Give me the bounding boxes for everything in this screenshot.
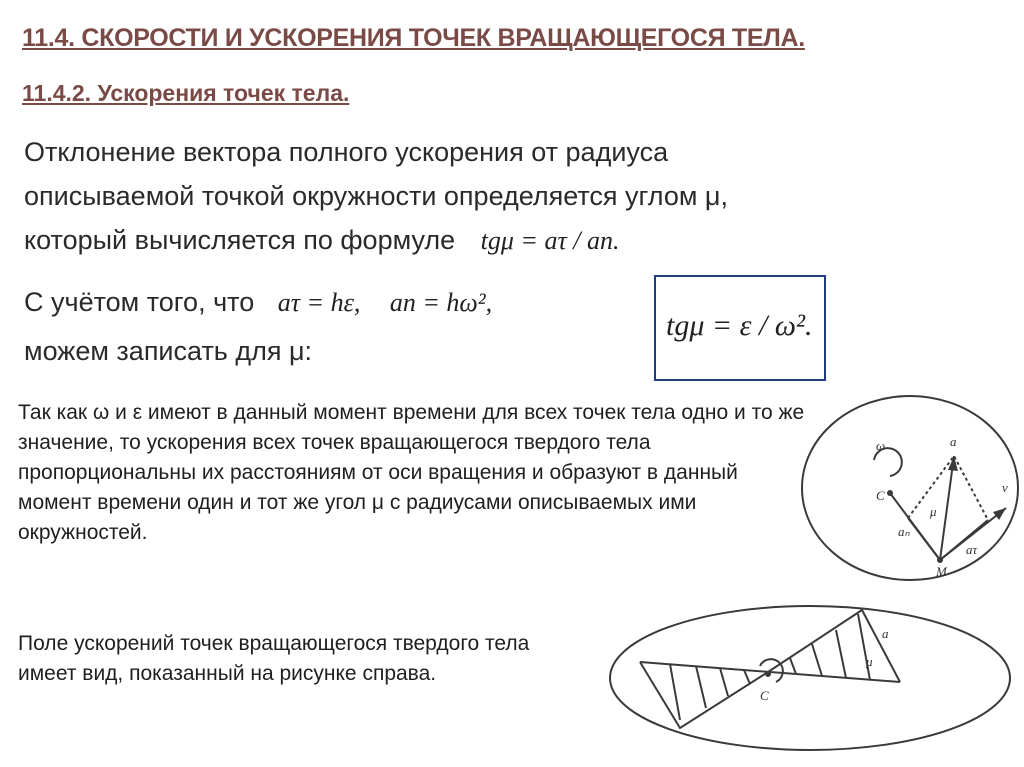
a-tangent-label: aτ	[966, 542, 978, 557]
disc-outline	[802, 396, 1018, 580]
section-title: 11.4. СКОРОСТИ И УСКОРЕНИЯ ТОЧЕК ВРАЩАЮЩЕГОСЯ ТЕЛА.	[22, 24, 805, 52]
vector-left-2	[696, 666, 706, 708]
angle-label: μ	[930, 504, 937, 519]
vector-right-2	[812, 644, 822, 676]
derivation-line-1	[24, 278, 492, 327]
formula-tangential: aτ = hε,	[277, 288, 361, 317]
derivation-line-2: можем записать для μ:	[24, 336, 313, 366]
intro-paragraph	[24, 130, 728, 263]
explanation-paragraph: Так как ω и ε имеют в данный момент времени для всех точек тела одно и то же значение, то ускорения всех точек вращающегося твердого тела пропорциональны их расстояниям от оси вращения и образуют в данный момент времени один и тот же угол μ с радиусами описываемых ими окружностей.	[18, 401, 805, 544]
formula-normal: an = hω²,	[389, 288, 493, 317]
envelope-left	[640, 662, 768, 728]
a-total-label-field: a	[882, 626, 889, 641]
derivation-paragraph	[24, 278, 492, 375]
angle-label-field: μ	[866, 654, 873, 669]
body-outline	[610, 606, 1010, 750]
boxed-formula	[654, 275, 826, 381]
derivation-line-1-text: С учётом того, что	[24, 287, 255, 317]
boxed-formula-text: tgμ = ε / ω².	[666, 309, 813, 342]
intro-line-3-text: который вычисляется по формуле	[24, 225, 456, 255]
vector-right-3	[836, 630, 846, 678]
intro-line-2: описываемой точкой окружности определяется углом μ,	[24, 181, 728, 211]
rotation-diagram	[790, 388, 1020, 588]
center-point-field	[765, 671, 771, 677]
vector-left-1	[670, 664, 680, 720]
center-label-field: C	[760, 688, 769, 703]
vector-right-1	[790, 658, 796, 674]
parallelogram-side	[908, 456, 988, 520]
intro-line-1: Отклонение вектора полного ускорения от радиуса	[24, 137, 669, 167]
velocity-arrowhead	[993, 508, 1006, 520]
velocity-label: v	[1002, 480, 1008, 495]
center-point	[887, 490, 893, 496]
intro-line-3	[24, 218, 728, 263]
a-normal-arrow	[908, 518, 940, 560]
a-total-label: a	[950, 434, 957, 449]
field-paragraph: Поле ускорений точек вращающегося твердого тела имеет вид, показанный на рисунке справа.	[18, 632, 530, 685]
vector-left-4	[744, 670, 750, 684]
point-m-label: M	[936, 564, 947, 579]
a-normal-label: aₙ	[898, 524, 910, 539]
vector-left-3	[720, 668, 728, 696]
point-m	[937, 557, 943, 563]
a-total-arrow	[940, 456, 954, 560]
acceleration-field-diagram	[600, 590, 1020, 760]
formula-main: tgμ = aτ / an.	[480, 226, 620, 255]
vector-right-4	[858, 614, 870, 680]
omega-label: ω	[876, 438, 886, 453]
subsection-title: 11.4.2. Ускорения точек тела.	[22, 80, 350, 106]
center-label: C	[876, 488, 885, 503]
envelope-right	[768, 610, 900, 682]
